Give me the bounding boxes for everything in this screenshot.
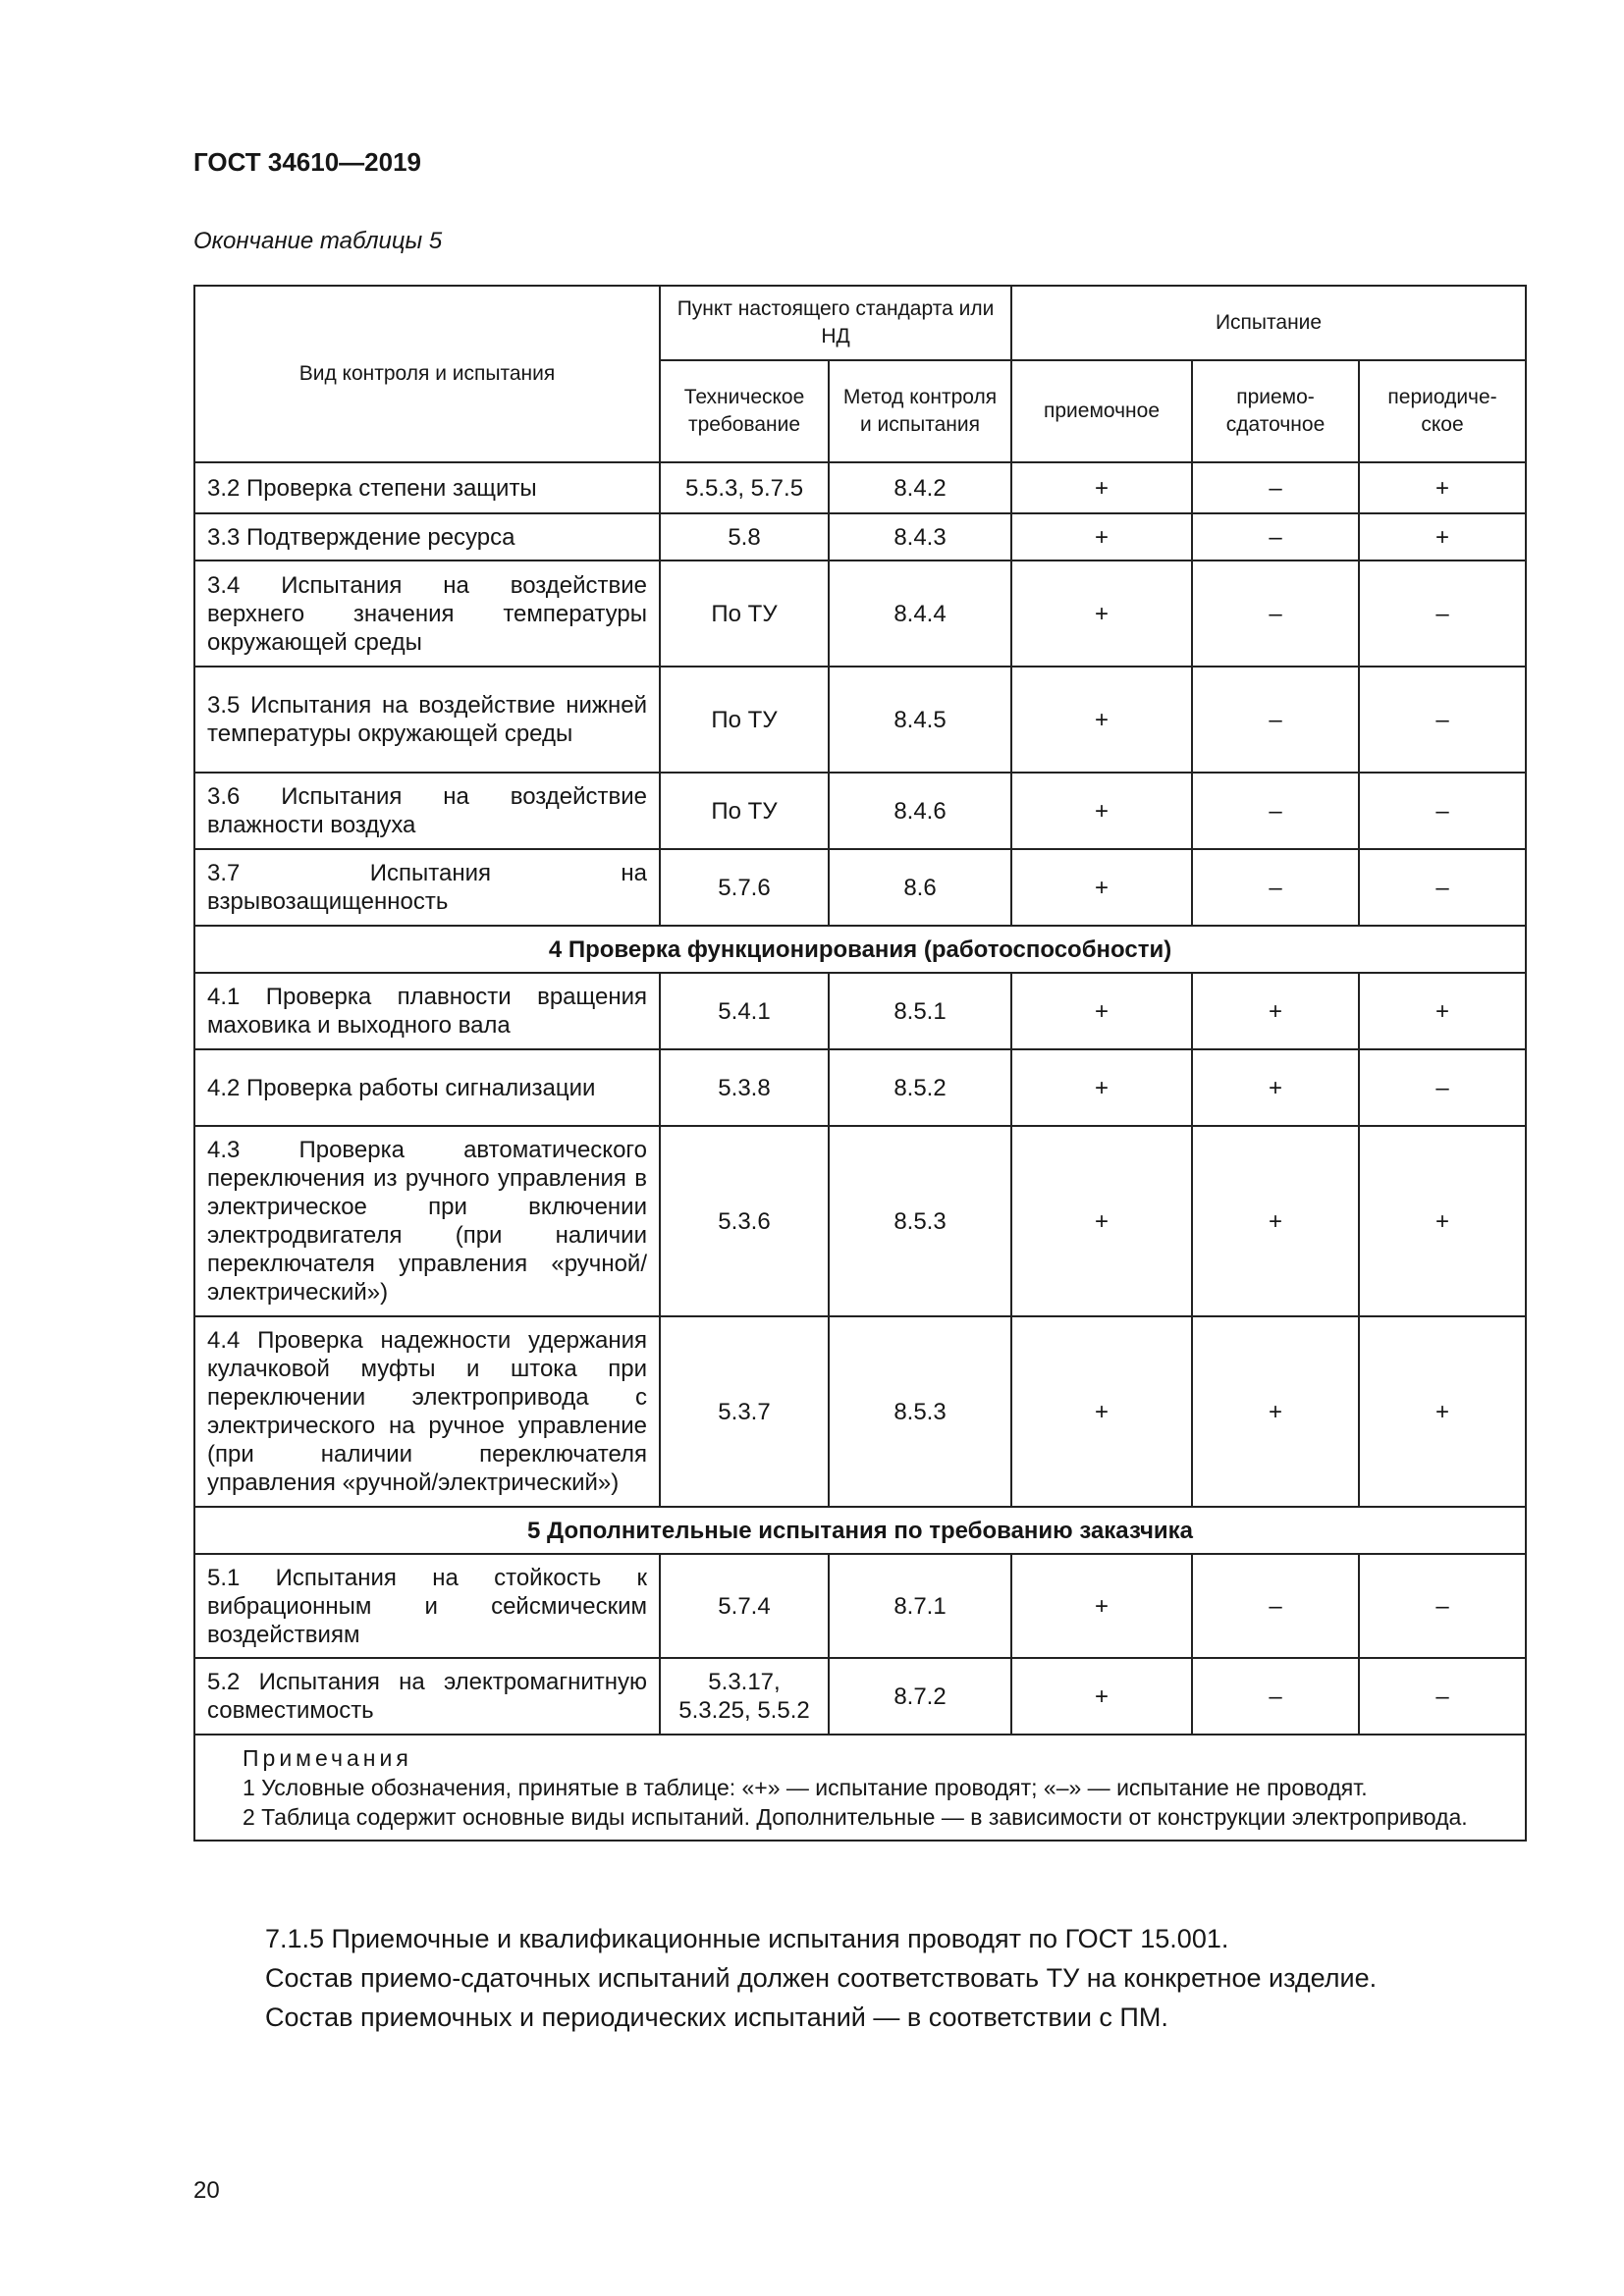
req-cell: 5.7.6 [660,849,829,926]
test-name-cell: 4.4 Проверка надежности удержания кулачковой муфты и штока при переключении электропривода с электрического на ручное управление (при наличии переключателя управления «ручной/электрический») [194,1316,660,1507]
method-cell: 8.7.2 [829,1658,1011,1735]
method-cell: 8.7.1 [829,1554,1011,1658]
periodic-cell: + [1359,513,1526,561]
header-row [194,286,1526,360]
notes-row [194,1735,1526,1841]
method-cell: 8.6 [829,849,1011,926]
periodic-cell: – [1359,667,1526,773]
notes-title: Примечания [243,1745,412,1771]
periodic-cell: – [1359,849,1526,926]
paragraph-7-1-5: 7.1.5 Приемочные и квалификационные испытания проводят по ГОСТ 15.001. [265,1924,1229,1953]
note-2: 2 Таблица содержит основные виды испытаний. Дополнительные — в зависимости от конструкции электропривода. [243,1804,1468,1830]
handover-cell: – [1192,561,1359,667]
table-caption: Окончание таблицы 5 [193,228,443,254]
table-row [194,773,1526,849]
header-acceptance: приемочное [1011,360,1192,462]
acceptance-cell: + [1011,667,1192,773]
table-row [194,667,1526,773]
note-1: 1 Условные обозначения, принятые в таблице: «+» — испытание проводят; «–» — испытание не проводят. [243,1775,1368,1800]
handover-cell: – [1192,513,1359,561]
acceptance-cell: + [1011,1554,1192,1658]
acceptance-cell: + [1011,1658,1192,1735]
acceptance-cell: + [1011,1126,1192,1316]
method-cell: 8.5.3 [829,1126,1011,1316]
header-periodic: периодиче-ское [1359,360,1526,462]
handover-cell: – [1192,849,1359,926]
periodic-cell: – [1359,1049,1526,1126]
acceptance-cell: + [1011,849,1192,926]
table-row [194,561,1526,667]
acceptance-cell: + [1011,1316,1192,1507]
method-cell: 8.4.2 [829,462,1011,513]
req-cell: 5.3.17, 5.3.25, 5.5.2 [660,1658,829,1735]
test-name-cell: 5.1 Испытания на стойкость к вибрационным и сейсмическим воздействиям [194,1554,660,1658]
table-row [194,1554,1526,1658]
handover-cell: – [1192,1554,1359,1658]
handover-cell: – [1192,667,1359,773]
table-row [194,1049,1526,1126]
table-row [194,1658,1526,1735]
header-method: Метод контроля и испытания [829,360,1011,462]
test-name-cell: 3.3 Подтверждение ресурса [194,513,660,561]
document-code: ГОСТ 34610—2019 [193,147,421,177]
periodic-cell: – [1359,773,1526,849]
handover-cell: + [1192,973,1359,1049]
handover-cell: + [1192,1049,1359,1126]
paragraph-handover: Состав приемо-сдаточных испытаний должен соответствовать ТУ на конкретное изделие. [265,1963,1378,1993]
test-name-cell: 3.5 Испытания на воздействие нижней температуры окружающей среды [194,667,660,773]
test-name-cell: 3.7 Испытания на взрывозащищенность [194,849,660,926]
handover-cell: – [1192,462,1359,513]
test-name-cell: 4.2 Проверка работы сигнализации [194,1049,660,1126]
table-row [194,513,1526,561]
test-name-cell: 3.2 Проверка степени защиты [194,462,660,513]
body-text [265,1919,1377,2037]
section-row [194,1507,1526,1554]
header-handover: приемо-сдаточное [1192,360,1359,462]
acceptance-cell: + [1011,973,1192,1049]
header-test-group: Испытание [1011,286,1526,360]
req-cell: По ТУ [660,773,829,849]
table-row [194,849,1526,926]
handover-cell: – [1192,773,1359,849]
test-name-cell: 4.3 Проверка автоматического переключения из ручного управления в электрическое при включении электродвигателя (при наличии переключателя управления «ручной/электрический») [194,1126,660,1316]
periodic-cell: – [1359,561,1526,667]
header-tech-requirement: Техническое требование [660,360,829,462]
header-kind: Вид контроля и испытания [194,286,660,462]
method-cell: 8.4.3 [829,513,1011,561]
req-cell: 5.8 [660,513,829,561]
acceptance-cell: + [1011,513,1192,561]
table-row [194,462,1526,513]
periodic-cell: + [1359,973,1526,1049]
req-cell: 5.3.8 [660,1049,829,1126]
handover-cell: – [1192,1658,1359,1735]
test-name-cell: 3.6 Испытания на воздействие влажности воздуха [194,773,660,849]
tests-table [193,285,1527,1842]
notes-cell [194,1735,1526,1841]
section-row [194,926,1526,973]
table-row [194,973,1526,1049]
req-cell: 5.3.7 [660,1316,829,1507]
handover-cell: + [1192,1126,1359,1316]
req-cell: По ТУ [660,561,829,667]
method-cell: 8.4.5 [829,667,1011,773]
page-number: 20 [193,2177,220,2204]
acceptance-cell: + [1011,561,1192,667]
req-cell: По ТУ [660,667,829,773]
method-cell: 8.4.6 [829,773,1011,849]
method-cell: 8.5.1 [829,973,1011,1049]
periodic-cell: – [1359,1658,1526,1735]
paragraph-periodic: Состав приемочных и периодических испытаний — в соответствии с ПМ. [265,2002,1168,2032]
req-cell: 5.7.4 [660,1554,829,1658]
acceptance-cell: + [1011,462,1192,513]
acceptance-cell: + [1011,773,1192,849]
periodic-cell: + [1359,1316,1526,1507]
header-clause-group: Пункт настоящего стандарта или НД [660,286,1011,360]
method-cell: 8.4.4 [829,561,1011,667]
table-row [194,1316,1526,1507]
method-cell: 8.5.2 [829,1049,1011,1126]
periodic-cell: + [1359,462,1526,513]
periodic-cell: + [1359,1126,1526,1316]
req-cell: 5.3.6 [660,1126,829,1316]
acceptance-cell: + [1011,1049,1192,1126]
periodic-cell: – [1359,1554,1526,1658]
req-cell: 5.4.1 [660,973,829,1049]
section-heading-4: 4 Проверка функционирования (работоспособности) [194,926,1526,973]
section-heading-5: 5 Дополнительные испытания по требованию заказчика [194,1507,1526,1554]
method-cell: 8.5.3 [829,1316,1011,1507]
handover-cell: + [1192,1316,1359,1507]
test-name-cell: 4.1 Проверка плавности вращения маховика и выходного вала [194,973,660,1049]
test-name-cell: 5.2 Испытания на электромагнитную совместимость [194,1658,660,1735]
req-cell: 5.5.3, 5.7.5 [660,462,829,513]
test-name-cell: 3.4 Испытания на воздействие верхнего значения температуры окружающей среды [194,561,660,667]
table-row [194,1126,1526,1316]
